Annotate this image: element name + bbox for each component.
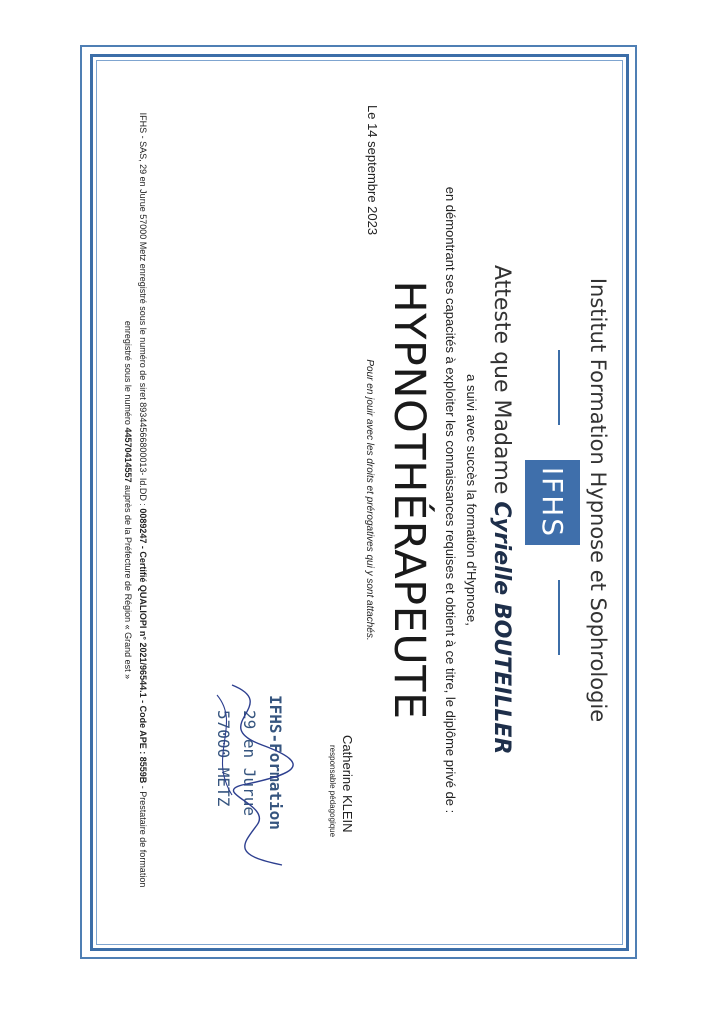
signatory-role: responsable pédagogique: [328, 745, 337, 838]
issue-date: Le 14 septembre 2023: [365, 105, 380, 236]
recipient-name: Cyrielle BOUTEILLER: [489, 501, 514, 755]
attestation-line: [489, 265, 514, 905]
footer-line2-part-c: auprès de la Préfecture de Région « Grand est »: [123, 482, 133, 680]
footer-line1-part-b: 0089247 - Certifié QUALIOPI n° 2021/96544.1 - Code APE : 8559B: [138, 508, 148, 784]
certificate-content: [100, 65, 620, 935]
footer-line1-part-c: - Prestataire de formation: [138, 783, 148, 888]
company-stamp: [192, 665, 302, 875]
rights-text: Pour en jouir avec les droits et prérogatives qui y sont attachés.: [364, 359, 375, 641]
footer-line1-part-a: IFHS - SAS, 29 en Jurue 57000 Metz enregistré sous le numéro de siret 89344566800013- Id.DD :: [138, 112, 148, 509]
diploma-title: HYPNOTHÉRAPEUTE: [384, 280, 434, 720]
footer-registration-line-1: [138, 65, 148, 935]
logo-rule-right: [558, 580, 560, 655]
signatory-name: Catherine KLEIN: [340, 735, 355, 833]
institute-name: Institut Formation Hypnose et Sophrologie: [586, 277, 610, 723]
footer-registration-line-2: [123, 65, 133, 935]
footer-line2-part-a: enregistré sous le numéro: [123, 320, 133, 428]
footer-line2-part-b: 44570414557: [123, 427, 133, 483]
certificate-canvas: [100, 65, 620, 935]
stamp-line-2: 29 en Jurue: [240, 710, 259, 816]
attestation-prefix: Atteste que Madame: [489, 265, 514, 502]
logo-rule-left: [558, 350, 560, 425]
stamp-line-1: IFHS-Formation: [266, 695, 285, 830]
ifhs-logo: IFHS: [525, 460, 580, 545]
training-completed-text: a suivi avec succès la formation d'Hypnose,: [464, 374, 479, 626]
capabilities-text: en démontrant ses capacités à exploiter les connaissances requises et obtient à ce titre, le diplôme privé de :: [443, 186, 458, 814]
stamp-line-3: 57000 METZ: [214, 710, 233, 807]
